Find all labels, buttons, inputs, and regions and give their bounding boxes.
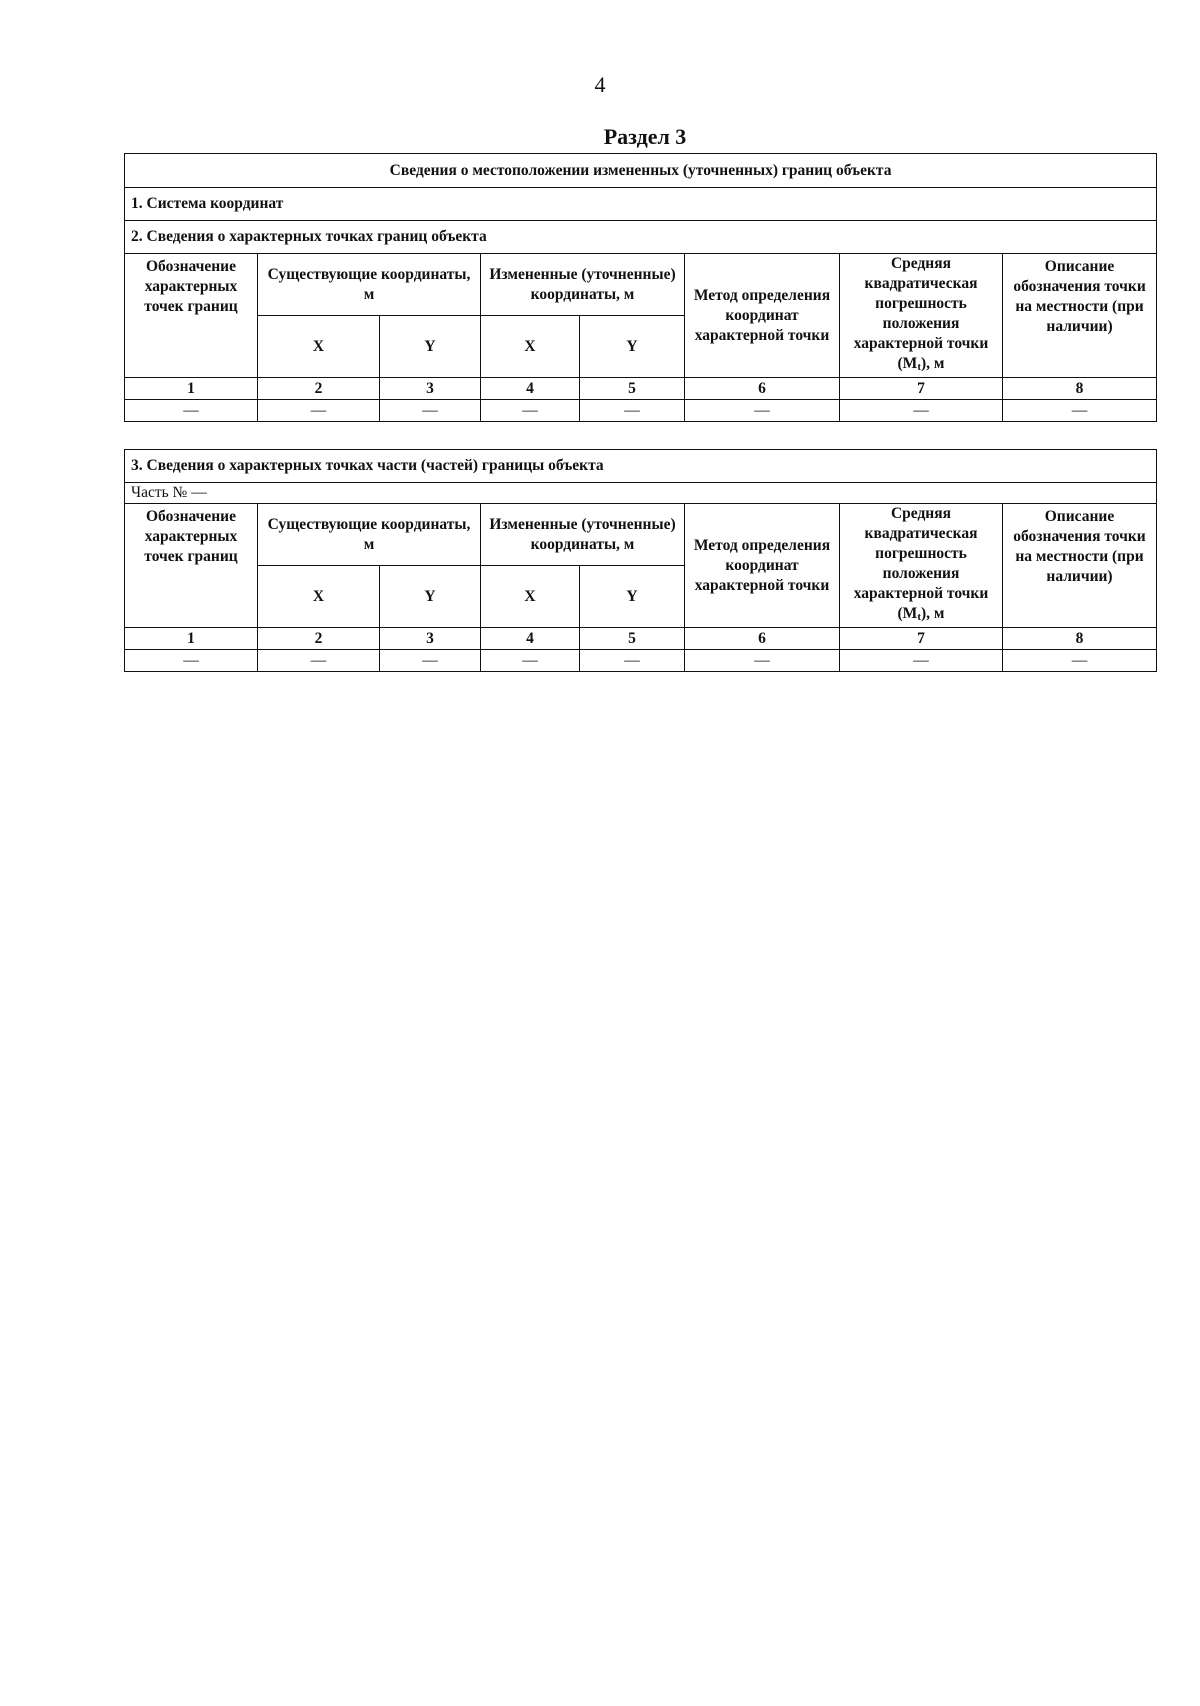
- header-changed-y: Y: [580, 566, 685, 628]
- col-number: 4: [481, 628, 580, 650]
- col-number: 3: [380, 628, 481, 650]
- header-error: Средняя квадратическая погрешность положения характерной точки $(M_t)$, м: [840, 254, 1003, 378]
- col-number: 7: [840, 378, 1003, 400]
- header-changed-coords: Измененные (уточненные) координаты, м: [481, 254, 685, 316]
- column-number-row: [125, 628, 1157, 650]
- section-title: Раздел 3: [603, 124, 687, 149]
- cell-empty: —: [580, 650, 685, 672]
- cell-empty: —: [580, 400, 685, 422]
- header-existing-x: X: [258, 316, 380, 378]
- table-title: Сведения о местоположении измененных (уточненных) границ объекта: [125, 154, 1157, 188]
- col-number: 2: [258, 628, 380, 650]
- col-number: 8: [1003, 378, 1157, 400]
- header-description: Описание обозначения точки на местности (при наличии): [1003, 504, 1157, 628]
- col-number: 3: [380, 378, 481, 400]
- cell-empty: —: [125, 650, 258, 672]
- col-number: 7: [840, 628, 1003, 650]
- cell-empty: —: [125, 400, 258, 422]
- table-row: [125, 400, 1157, 422]
- header-existing-y: Y: [380, 566, 481, 628]
- header-error: Средняя квадратическая погрешность положения характерной точки $(M_t)$, м: [840, 504, 1003, 628]
- cell-empty: —: [685, 400, 840, 422]
- header-description: Описание обозначения точки на местности (при наличии): [1003, 254, 1157, 378]
- header-existing-x: X: [258, 566, 380, 628]
- cell-empty: —: [1003, 650, 1157, 672]
- coordinate-system-row: 1. Система координат: [125, 188, 1157, 221]
- column-number-row: [125, 378, 1157, 400]
- part-table-title: 3. Сведения о характерных точках части (частей) границы объекта: [125, 450, 1157, 483]
- cell-empty: —: [840, 650, 1003, 672]
- cell-empty: —: [840, 400, 1003, 422]
- cell-empty: —: [481, 650, 580, 672]
- part-boundary-table: [124, 449, 1157, 672]
- cell-empty: —: [258, 400, 380, 422]
- col-number: 1: [125, 378, 258, 400]
- header-changed-x: X: [481, 566, 580, 628]
- cell-empty: —: [380, 400, 481, 422]
- col-number: 6: [685, 378, 840, 400]
- part-number-row: Часть № —: [125, 483, 1157, 504]
- cell-empty: —: [258, 650, 380, 672]
- header-point-designation: Обозначение характерных точек границ: [125, 254, 258, 378]
- cell-empty: —: [481, 400, 580, 422]
- header-existing-coords: Существующие координаты, м: [258, 504, 481, 566]
- boundary-table: [124, 153, 1157, 422]
- cell-empty: —: [685, 650, 840, 672]
- header-existing-coords: Существующие координаты, м: [258, 254, 481, 316]
- header-existing-y: Y: [380, 316, 481, 378]
- points-info-row: 2. Сведения о характерных точках границ объекта: [125, 221, 1157, 254]
- page-number: 4: [594, 72, 606, 97]
- header-changed-x: X: [481, 316, 580, 378]
- col-number: 1: [125, 628, 258, 650]
- col-number: 8: [1003, 628, 1157, 650]
- cell-empty: —: [1003, 400, 1157, 422]
- header-method: Метод определения координат характерной точки: [685, 504, 840, 628]
- header-changed-y: Y: [580, 316, 685, 378]
- header-point-designation: Обозначение характерных точек границ: [125, 504, 258, 628]
- col-number: 5: [580, 628, 685, 650]
- header-changed-coords: Измененные (уточненные) координаты, м: [481, 504, 685, 566]
- col-number: 2: [258, 378, 380, 400]
- col-number: 4: [481, 378, 580, 400]
- col-number: 5: [580, 378, 685, 400]
- cell-empty: —: [380, 650, 481, 672]
- header-method: Метод определения координат характерной точки: [685, 254, 840, 378]
- col-number: 6: [685, 628, 840, 650]
- table-row: [125, 650, 1157, 672]
